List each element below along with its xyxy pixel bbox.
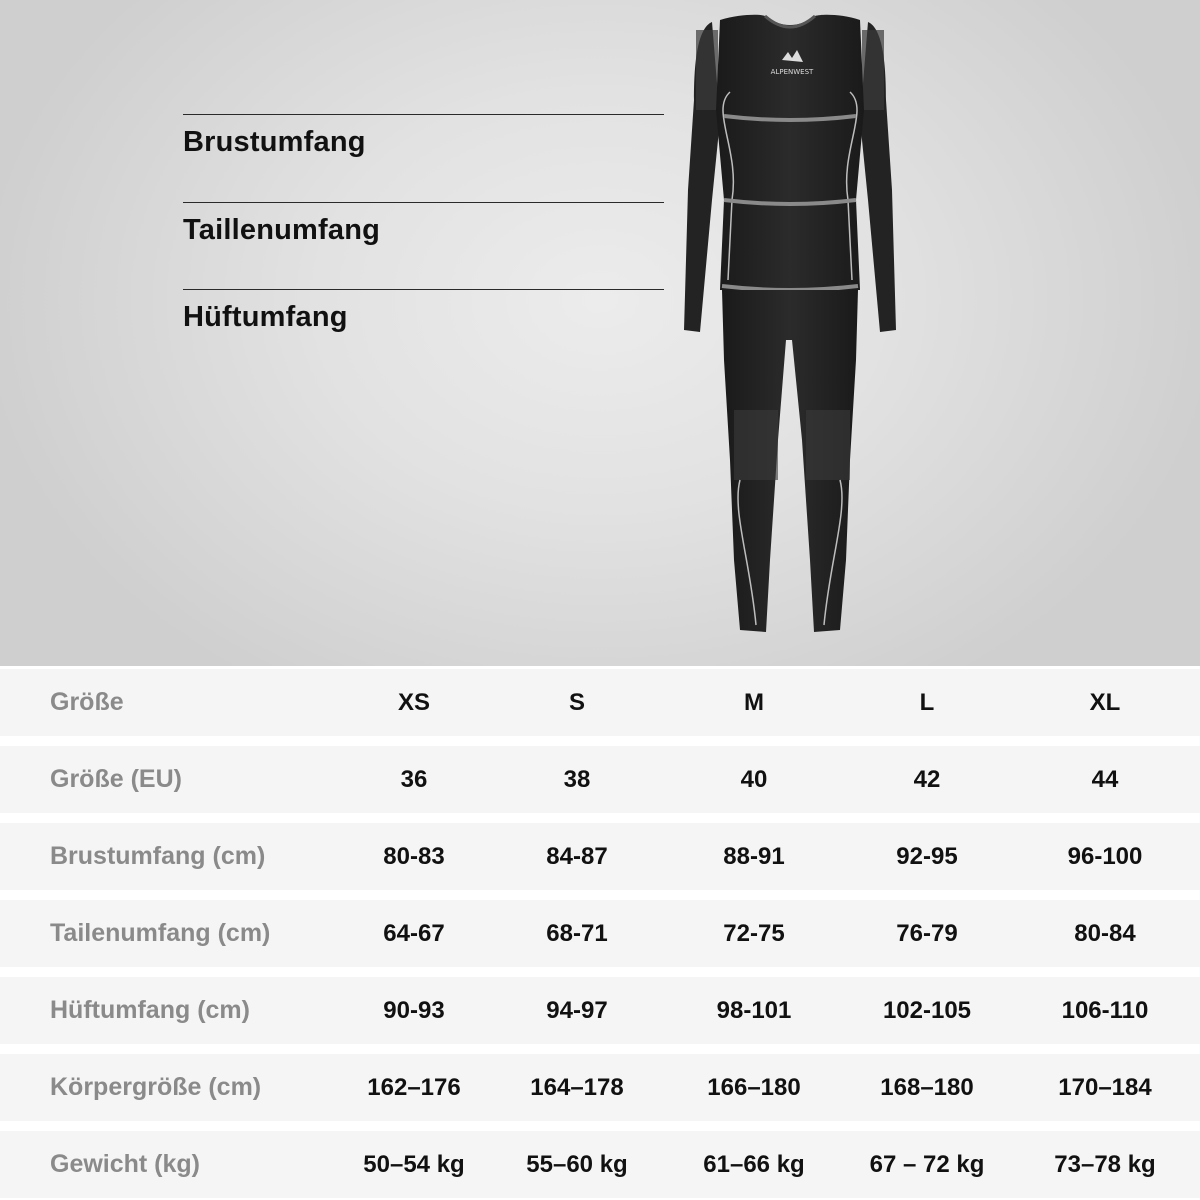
table-cell: 102-105 — [882, 997, 972, 1024]
table-cell: 84-87 — [546, 843, 608, 870]
table-cell: 36 — [400, 766, 428, 793]
row-label: Körpergröße (cm) — [50, 1073, 262, 1101]
row-label: Größe — [50, 688, 124, 716]
table-cell: 98-101 — [716, 997, 792, 1024]
size-cell: M — [744, 689, 764, 716]
measurement-line — [183, 289, 664, 290]
measurement-label: Taillenumfang — [183, 214, 381, 246]
left-shoulder-panel — [696, 30, 718, 110]
row-label: Tailenumfang (cm) — [50, 919, 271, 947]
row-label: Größe (EU) — [50, 765, 182, 793]
table-cell: 55–60 kg — [526, 1151, 628, 1178]
table-cell: 92-95 — [896, 843, 958, 870]
table-row-hip — [0, 977, 1200, 1044]
table-row-chest — [0, 823, 1200, 890]
table-cell: 38 — [563, 766, 591, 793]
right-knee-panel — [806, 410, 850, 480]
table-cell: 94-97 — [546, 997, 608, 1024]
left-knee-panel — [734, 410, 778, 480]
table-cell: 170–184 — [1058, 1074, 1152, 1101]
table-cell: 73–78 kg — [1054, 1151, 1156, 1178]
row-label: Brustumfang (cm) — [50, 842, 266, 870]
row-label: Gewicht (kg) — [50, 1150, 201, 1178]
table-cell: 90-93 — [383, 997, 445, 1024]
measurement-line — [183, 202, 664, 203]
table-row-height — [0, 1054, 1200, 1121]
table-cell: 88-91 — [723, 843, 785, 870]
table-row-eu-size — [0, 746, 1200, 813]
table-cell: 80-83 — [383, 843, 445, 870]
table-cell: 68-71 — [546, 920, 608, 947]
measurement-line — [183, 114, 664, 115]
table-cell: 44 — [1091, 766, 1119, 793]
size-cell: XL — [1089, 689, 1121, 716]
table-cell: 61–66 kg — [703, 1151, 805, 1178]
table-cell: 40 — [740, 766, 768, 793]
size-cell: XS — [397, 689, 430, 716]
logo-text: ALPENWEST — [770, 68, 814, 76]
thermal-underwear-figure — [660, 0, 920, 650]
table-cell: 168–180 — [880, 1074, 974, 1101]
size-cell: S — [568, 689, 585, 716]
row-label: Hüftumfang (cm) — [50, 996, 250, 1024]
table-cell: 67 – 72 kg — [869, 1151, 985, 1178]
table-cell: 72-75 — [723, 920, 785, 947]
table-cell: 164–178 — [530, 1074, 624, 1101]
table-cell: 96-100 — [1067, 843, 1143, 870]
table-cell: 50–54 kg — [363, 1151, 465, 1178]
measurement-label: Brustumfang — [183, 126, 366, 158]
right-shoulder-panel — [862, 30, 884, 110]
table-cell: 42 — [913, 766, 941, 793]
table-cell: 166–180 — [707, 1074, 801, 1101]
table-header-row — [0, 669, 1200, 736]
table-row-weight — [0, 1131, 1200, 1198]
size-chart-table — [0, 666, 1200, 1200]
table-cell: 76-79 — [896, 920, 958, 947]
table-cell: 162–176 — [367, 1074, 461, 1101]
table-cell: 80-84 — [1074, 920, 1136, 947]
table-cell: 64-67 — [383, 920, 445, 947]
size-cell: L — [919, 689, 935, 716]
measurement-label: Hüftumfang — [183, 301, 348, 333]
table-row-waist — [0, 900, 1200, 967]
table-cell: 106-110 — [1061, 997, 1149, 1024]
